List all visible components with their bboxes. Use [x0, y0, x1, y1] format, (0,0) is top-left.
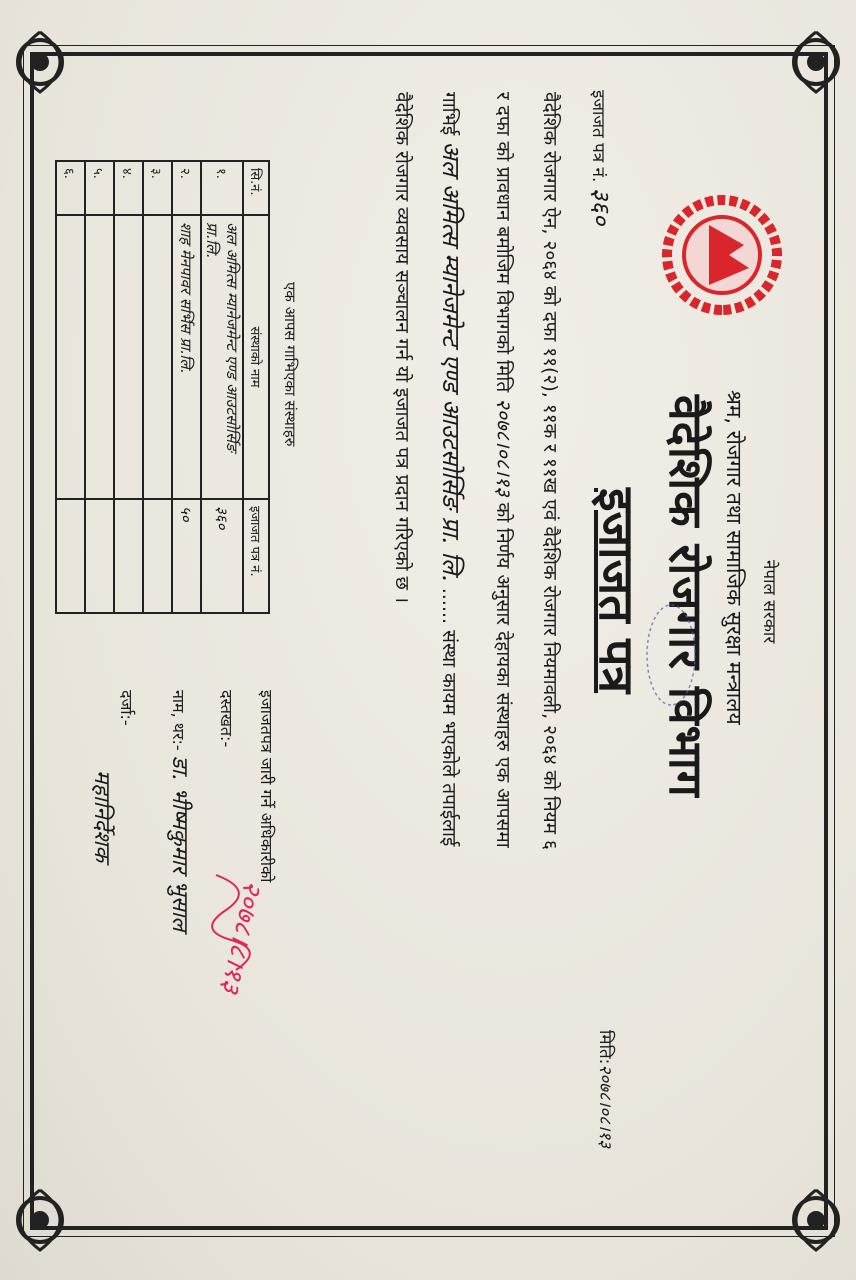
issue-date: मिति:२०७८।०८।१३: [595, 1030, 615, 1148]
row-firm-name: [114, 215, 143, 499]
table-header-row: [243, 161, 269, 613]
row-permit-no: ५०: [172, 499, 201, 613]
merged-firms-table: [55, 160, 270, 614]
header-permit-no: इजाजत पत्र नं.: [243, 499, 269, 613]
row-permit-no: [114, 499, 143, 613]
corner-ornament-icon: [776, 22, 856, 102]
row-permit-no: [143, 499, 172, 613]
handwritten-signature: २०७८।८।१३: [214, 877, 268, 996]
table-row: [172, 161, 201, 613]
official-stamp-icon: [641, 600, 701, 710]
rank-value: महानिर्देशक: [89, 770, 114, 862]
header-sn: सि.नं.: [243, 161, 269, 215]
name-field: नाम, थर:- डा. भीष्मकुमार भुसाल: [167, 690, 192, 932]
table-row: [85, 161, 114, 613]
row-firm-name: शाह मेनपावर सर्भिस प्रा.लि.: [172, 215, 201, 499]
corner-ornament-icon: [0, 22, 80, 102]
table-row: [201, 161, 243, 613]
body-line-2: र दफा को प्रावधान बमोजिम विभागको मिति २०७८।०८।१३ को निर्णय अनुसार देहायका संस्थाहरु एक आपसमा: [492, 92, 516, 848]
row-sn: २.: [172, 161, 201, 215]
corner-ornament-icon: [0, 1180, 80, 1260]
row-permit-no: ३६०: [201, 499, 243, 613]
table-row: [56, 161, 85, 613]
row-sn: १.: [201, 161, 243, 215]
body-line-1: वैदेशिक रोजगार ऐन, २०६४ को दफा ११(२), ११क र ११ख एवं वैदेशिक रोजगार नियमावली, २०६४ को नियम ६: [539, 92, 561, 850]
signature-scribble-icon: [196, 870, 256, 990]
department-name: वैदेशिक रोजगार विभाग: [659, 395, 713, 798]
table-caption: एक आपस गाभिएका संस्थाहरु: [281, 282, 299, 447]
row-sn: ३.: [143, 161, 172, 215]
row-firm-name: [85, 215, 114, 499]
row-sn: ५.: [85, 161, 114, 215]
row-permit-no: [56, 499, 85, 613]
row-sn: ६.: [56, 161, 85, 215]
row-firm-name: अल अमित्स म्यानेजमेन्ट एण्ड आउटसोर्सिङ प्रा.लि.: [201, 215, 243, 499]
body-line-3: गाभिई अल अमित्स म्यानेजमेन्ट एण्ड आउटसोर्सिङ प्रा. लि. ...... संस्था कायम भएकोले तपाईलाई: [437, 92, 465, 847]
row-firm-name: [56, 215, 85, 499]
document-title: इजाजत पत्र: [588, 488, 644, 694]
body-line-4: वैदेशिक रोजगार व्यवसाय सञ्चालन गर्न यो इजाजत पत्र प्रदान गरिएको छ ।: [391, 92, 413, 604]
table-row: [114, 161, 143, 613]
row-permit-no: [85, 499, 114, 613]
government-name: नेपाल सरकार: [759, 560, 779, 644]
row-firm-name: [143, 215, 172, 499]
issuer-label: इजाजतपत्र जारी गर्ने अधिकारीको: [257, 690, 276, 883]
table-row: [143, 161, 172, 613]
signature-label: दस्तखत:-: [217, 690, 236, 748]
ministry-name: श्रम, रोजगार तथा सामाजिक सुरक्षा मन्त्रालय: [722, 390, 746, 725]
corner-ornament-icon: [776, 1180, 856, 1260]
permit-number: इजाजत पत्र नं. ३६०: [587, 90, 615, 226]
nepal-emblem-icon: [659, 190, 784, 320]
row-sn: ४.: [114, 161, 143, 215]
rank-label: दर्जा:-: [117, 690, 136, 726]
header-name: संस्थाको नाम: [243, 215, 269, 499]
